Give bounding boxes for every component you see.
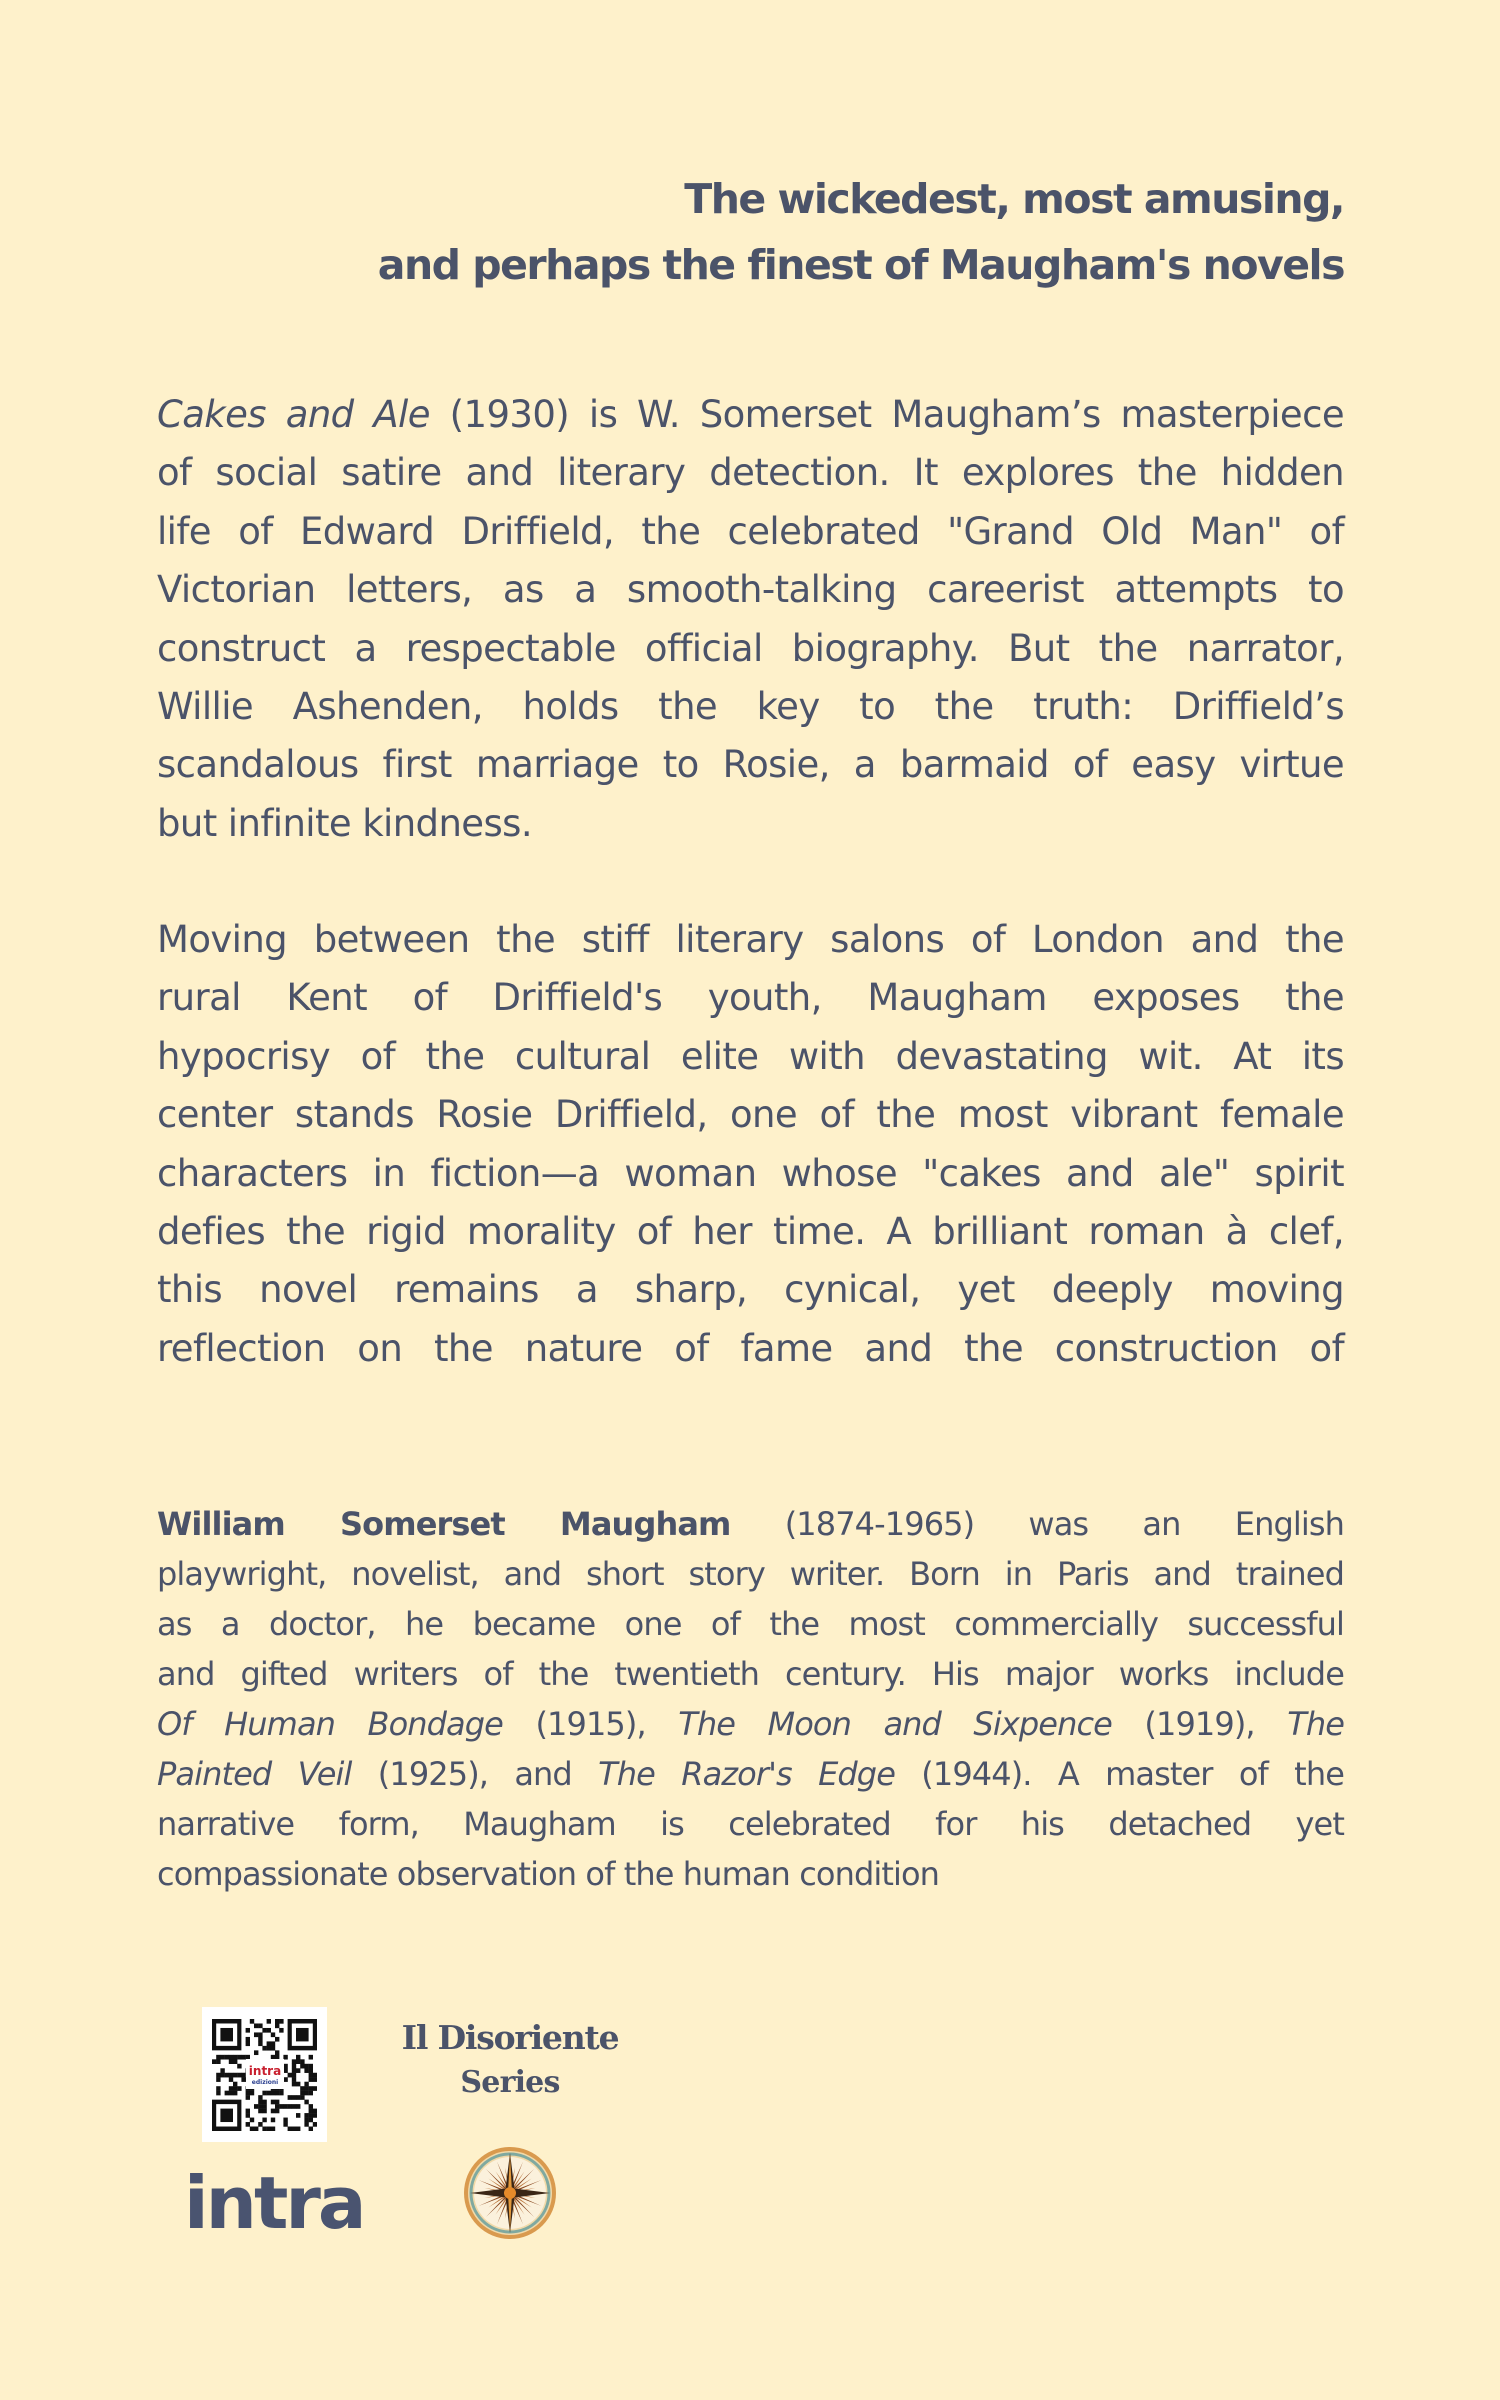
text-run: (1925), and	[351, 1755, 599, 1793]
text-line	[157, 1849, 1344, 1899]
text-run: (1919),	[1111, 1705, 1288, 1743]
text-run: Moving between the stiff literary salons of London and the	[157, 918, 1344, 961]
text-line	[157, 1086, 1344, 1144]
text-run: defies the rigid morality of her time. A brilliant roman à clef,	[157, 1209, 1344, 1253]
text-line	[157, 386, 1344, 444]
text-line	[157, 1145, 1344, 1203]
author-bio	[157, 1499, 1344, 1899]
text-line	[157, 911, 1344, 969]
text-line	[157, 1599, 1344, 1649]
description-paragraph-2	[157, 911, 1344, 1378]
text-line	[157, 1203, 1344, 1261]
text-line	[157, 795, 1344, 853]
text-run: of social satire and literary detection. It explores the hidden	[157, 451, 1344, 495]
italic-title: Of Human Bondage	[157, 1705, 503, 1743]
text-run: construct a respectable official biography. But the narrator,	[157, 626, 1344, 670]
text-line	[157, 1320, 1344, 1378]
text-run: playwright, novelist, and short story writer. Born in Paris and trained	[157, 1555, 1344, 1593]
italic-title: The Razor's Edge	[598, 1755, 895, 1793]
text-run: (1944). A master of the	[895, 1755, 1344, 1793]
text-line	[157, 678, 1344, 736]
text-line	[157, 503, 1344, 561]
text-line	[157, 620, 1344, 678]
text-run: (1915),	[502, 1705, 679, 1743]
qr-logo-text: intra	[248, 2064, 282, 2078]
text-run: this novel remains a sharp, cynical, yet deeply moving	[157, 1268, 1344, 1312]
description-paragraph-1	[157, 386, 1344, 853]
text-run: as a doctor, he became one of the most commercially successful	[157, 1605, 1344, 1643]
text-line	[157, 1499, 1344, 1549]
text-line	[157, 1649, 1344, 1699]
text-run: scandalous first marriage to Rosie, a barmaid of easy virtue	[157, 743, 1344, 787]
tagline-line-1: The wickedest, most amusing,	[684, 175, 1344, 223]
text-run: hypocrisy of the cultural elite with devastating wit. At its	[157, 1034, 1344, 1078]
text-run: compassionate observation of the human condition	[157, 1855, 940, 1893]
text-run: narrative form, Maugham is celebrated for his detached yet	[157, 1805, 1344, 1843]
text-line	[157, 1799, 1344, 1849]
text-line	[157, 444, 1344, 502]
tagline-line-2: and perhaps the finest of Maugham's novels	[377, 241, 1344, 289]
qr-code	[202, 2007, 327, 2142]
tagline-heading	[244, 166, 1344, 298]
compass-rose-icon	[462, 2145, 558, 2241]
text-run: (1930) is W. Somerset Maugham’s masterpiece	[429, 393, 1344, 436]
text-run: center stands Rosie Driffield, one of the most vibrant female	[157, 1093, 1344, 1137]
text-line	[157, 969, 1344, 1027]
text-run: characters in fiction—a woman whose "cakes and ale" spirit	[157, 1151, 1344, 1195]
bold-name: William Somerset Maugham	[157, 1505, 731, 1543]
italic-title: The	[1287, 1705, 1345, 1743]
text-line	[157, 1261, 1344, 1319]
series-title: Il Disoriente	[401, 2018, 619, 2057]
qr-code-pattern	[212, 2019, 317, 2131]
qr-logo-subtext: edizioni	[251, 2079, 279, 2086]
text-line	[157, 1699, 1344, 1749]
italic-title: Cakes and Ale	[157, 393, 430, 436]
publisher-logo: intra	[184, 2161, 364, 2245]
text-line	[157, 561, 1344, 619]
text-run: (1874-1965) was an English	[730, 1505, 1344, 1543]
italic-title: The Moon and Sixpence	[678, 1705, 1112, 1743]
italic-title: Painted Veil	[157, 1755, 352, 1793]
text-run: reflection on the nature of fame and the construction of	[157, 1326, 1344, 1370]
text-run: Victorian letters, as a smooth-talking careerist attempts to	[157, 568, 1344, 612]
text-run: but infinite kindness.	[157, 801, 532, 845]
text-line	[157, 736, 1344, 794]
text-run: rural Kent of Driffield's youth, Maugham exposes the	[157, 976, 1344, 1020]
text-run: and gifted writers of the twentieth century. His major works include	[157, 1655, 1344, 1693]
series-subtitle: Series	[460, 2065, 560, 2100]
text-line	[157, 1549, 1344, 1599]
text-line	[157, 1028, 1344, 1086]
text-run: life of Edward Driffield, the celebrated "Grand Old Man" of	[157, 509, 1344, 553]
text-line	[157, 1749, 1344, 1799]
text-run: Willie Ashenden, holds the key to the truth: Driffield’s	[157, 684, 1344, 728]
